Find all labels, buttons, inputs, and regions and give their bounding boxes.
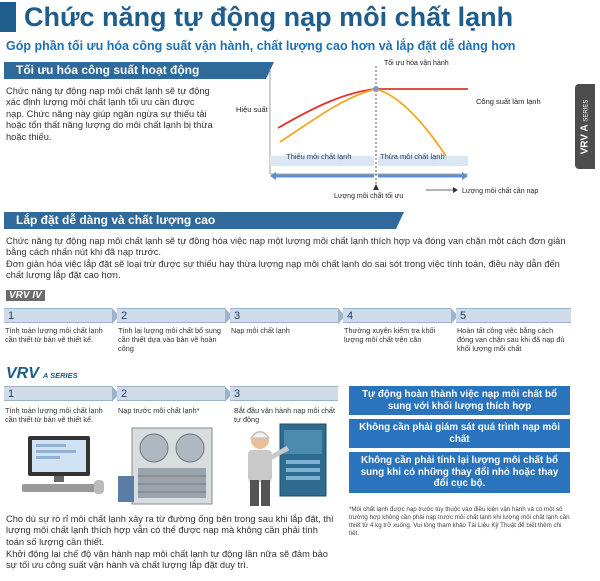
computer-illustration [18,428,108,500]
title-accent-bar [0,2,16,32]
side-tab-sub: SERIES [583,99,590,122]
chart-label-capacity: Công suất làm lạnh [476,97,541,106]
chart-label-excess: Thừa môi chất lạnh [380,152,445,161]
vrv4-step-2-desc: Tính lại lượng môi chất bổ sung cần thiết dựa vào bản vẽ hoàn công [118,326,221,353]
section-heading-optimize: Tối ưu hóa công suất hoạt động [4,62,266,79]
vrva-step-3-desc: Bắt đầu vận hành nạp môi chất tự động [234,406,336,424]
chart-label-required: Lượng môi chất cần nạp [462,188,539,195]
page-subtitle: Góp phần tối ưu hóa công suất vận hành, chất lượng cao hơn và lắp đặt dễ dàng hơn [6,39,516,53]
side-tab-label: VRV A [579,123,591,154]
chart-label-peak: Tối ưu hóa vận hành [384,60,449,67]
section-heading-install: Lắp đặt dễ dàng và chất lượng cao [4,212,396,229]
refrigerant-chart [236,56,576,202]
vrv4-step-3-desc: Nạp môi chất lạnh [231,326,290,335]
chart-peak-dot [373,86,379,92]
vrv4-label: VRV IV [6,290,45,301]
vrva-step-1-desc: Tính toán lượng môi chất lạnh cần thiết từ bản vẽ thiết kế. [5,406,103,424]
vrva-step-2-desc: Nạp trước môi chất lạnh* [118,406,200,415]
benefit-box-3: Không cần phải tính lại lượng môi chất bổ sung khi có những thay đổi nhỏ hoặc thay đổi cục bộ. [349,452,570,493]
benefit-box-2: Không cần phải giám sát quá trình nạp môi chất [349,419,570,448]
vrv4-step-4-desc: Thường xuyên kiểm tra khối lượng môi chất trên cân [344,326,436,344]
chart-label-efficiency: Hiệu suất [236,105,268,114]
technician-illustration [234,418,332,510]
vrva-logo: VRV A SERIES [6,365,78,382]
vrva-step-3: 3 [230,386,338,401]
chart-label-optimal: Lượng môi chất tối ưu [334,193,404,200]
chart-efficiency-curve [280,89,446,156]
vrv4-step-5-desc: Hoàn tất công việc bằng cách đóng van chặn sau khi đã nạp đủ khối lượng môi chất [457,326,565,353]
vrv4-step-4: 4 [343,308,451,323]
vrv4-step-1-desc: Tính toán lượng môi chất lạnh cần thiết từ bản vẽ thiết kế. [5,326,103,344]
vrva-step-2: 2 [117,386,225,401]
benefit-box-1: Tự động hoàn thành việc nạp môi chất bổ sung với khối lượng thích hợp [349,386,570,415]
section2-para2: Đơn giản hóa việc lắp đặt sẽ loại trừ được sự thiếu hay thừa lượng nạp môi chất lạnh do sai sót trong việc tính toán, điều này dẫn đến chất lượng lắp đặt cao hơn. [6,259,560,281]
section2-para1: Chức năng tự động nạp môi chất lạnh sẽ tự động hóa việc nạp một lượng môi chất lạnh thích hợp và đóng van chặn một cách đơn giản bằng cách nhấn nút khi đã nạp trước. [6,236,566,258]
vrv4-step-5: 5 [456,308,571,323]
page-title: Chức năng tự động nạp môi chất lạnh [24,2,514,32]
bottom-para1: Cho dù sự rò rỉ môi chất lạnh xảy ra từ đường ống bên trong sau khi lắp đặt, thì lượng môi chất lạnh thích hợp vẫn có thể được nạp mà không cần phải tính toán số lượng cần thiết. [6,514,334,547]
section1-body: Chức năng tự động nạp môi chất lạnh sẽ tự động xác định lượng môi chất lạnh tối ưu cần được nạp. Chức năng này giúp ngăn ngừa sự thiếu tải hoặc tổn thất năng lượng do môi chất lạnh bị thừa hoặc thiếu. [6,86,213,142]
chart-capacity-curve [278,89,468,128]
footnote: *Môi chất lạnh được nạp trước tùy thuộc vào điều kiện vận hành và có một số trường hợp không cần phải nạp trước môi chất lạnh khi lượng môi chất lạnh cần thiết từ 4 kg trở xuống. Vui lòng tham khảo Tài Liệu Kỹ Thuật để biết thêm chi tiết. [349,506,570,537]
vrv4-step-1: 1 [4,308,112,323]
series-side-tab[interactable] [575,84,595,169]
vrv4-step-2: 2 [117,308,225,323]
chart-optimum-marker [373,184,379,190]
chart-label-insufficient: Thiếu môi chất lạnh [286,152,352,161]
vrv4-step-3: 3 [230,308,338,323]
bottom-para2: Khởi động lại chế độ vận hành nạp môi chất lạnh tự động lần nữa sẽ đảm bảo sự tối ưu công suất vận hành và chất lượng lắp đặt duy trì. [6,549,328,571]
vrva-step-1: 1 [4,386,112,401]
outdoor-unit-illustration [118,418,228,508]
